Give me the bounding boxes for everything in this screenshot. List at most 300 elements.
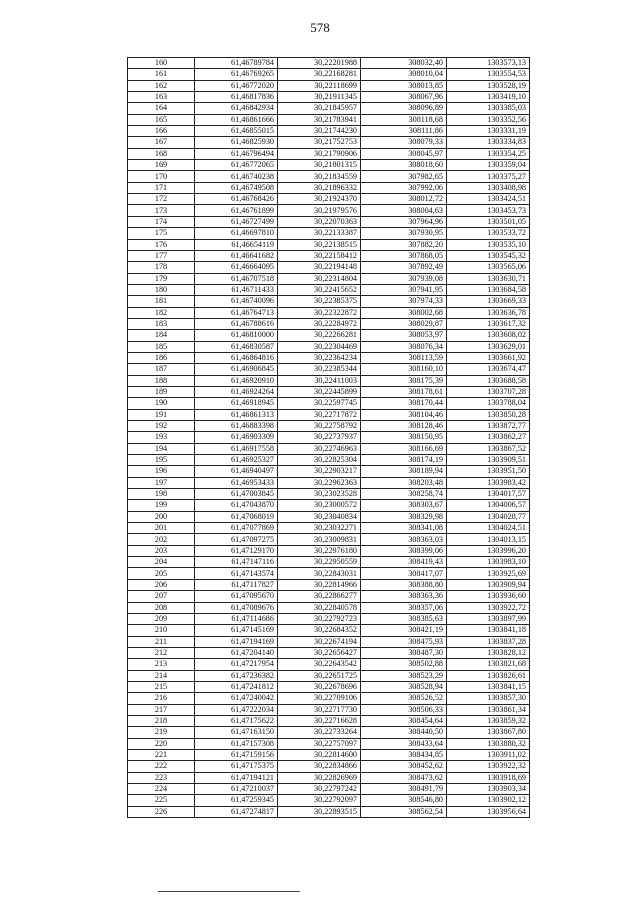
latitude-cell: 61,47097275: [195, 534, 278, 545]
x-coordinate-cell: 308506,33: [361, 704, 447, 715]
point-number-cell: 194: [128, 443, 195, 454]
x-coordinate-cell: 308174,19: [361, 455, 447, 466]
y-coordinate-cell: 1303565,06: [447, 262, 530, 273]
latitude-cell: 61,46918945: [195, 398, 278, 409]
table-row: [128, 534, 530, 545]
longitude-cell: 30,22684352: [278, 625, 361, 636]
y-coordinate-cell: 1303669,33: [447, 296, 530, 307]
y-coordinate-cell: 1303821,68: [447, 659, 530, 670]
y-coordinate-cell: 1303951,50: [447, 466, 530, 477]
table-row: [128, 398, 530, 409]
table-row: [128, 205, 530, 216]
latitude-cell: 61,46925327: [195, 455, 278, 466]
longitude-cell: 30,22678696: [278, 681, 361, 692]
x-coordinate-cell: 308357,06: [361, 602, 447, 613]
table-row: [128, 579, 530, 590]
point-number-cell: 205: [128, 568, 195, 579]
longitude-cell: 30,21845957: [278, 103, 361, 114]
point-number-cell: 191: [128, 409, 195, 420]
table-row: [128, 432, 530, 443]
point-number-cell: 171: [128, 182, 195, 193]
x-coordinate-cell: 308341,08: [361, 523, 447, 534]
table-row: [128, 681, 530, 692]
x-coordinate-cell: 308440,50: [361, 727, 447, 738]
table-row: [128, 228, 530, 239]
point-number-cell: 200: [128, 511, 195, 522]
point-number-cell: 172: [128, 194, 195, 205]
x-coordinate-cell: 308417,07: [361, 568, 447, 579]
x-coordinate-cell: 308329,98: [361, 511, 447, 522]
x-coordinate-cell: 308013,85: [361, 80, 447, 91]
longitude-cell: 30,21752753: [278, 137, 361, 148]
table-row: [128, 591, 530, 602]
point-number-cell: 162: [128, 80, 195, 91]
x-coordinate-cell: 308032,40: [361, 58, 447, 69]
y-coordinate-cell: 1303528,19: [447, 80, 530, 91]
x-coordinate-cell: 308363,36: [361, 591, 447, 602]
x-coordinate-cell: 308421,19: [361, 625, 447, 636]
table-row: [128, 443, 530, 454]
table-row: [128, 511, 530, 522]
y-coordinate-cell: 1303828,12: [447, 647, 530, 658]
table-row: [128, 114, 530, 125]
point-number-cell: 196: [128, 466, 195, 477]
y-coordinate-cell: 1303688,58: [447, 375, 530, 386]
point-number-cell: 215: [128, 681, 195, 692]
point-number-cell: 170: [128, 171, 195, 182]
latitude-cell: 61,47117827: [195, 579, 278, 590]
table-row: [128, 704, 530, 715]
table-row: [128, 262, 530, 273]
y-coordinate-cell: 1303354,25: [447, 148, 530, 159]
point-number-cell: 214: [128, 670, 195, 681]
longitude-cell: 30,21979576: [278, 205, 361, 216]
y-coordinate-cell: 1303872,77: [447, 421, 530, 432]
y-coordinate-cell: 1303661,92: [447, 352, 530, 363]
longitude-cell: 30,22716628: [278, 715, 361, 726]
longitude-cell: 30,21790906: [278, 148, 361, 159]
point-number-cell: 185: [128, 341, 195, 352]
longitude-cell: 30,22643542: [278, 659, 361, 670]
latitude-cell: 61,47159156: [195, 749, 278, 760]
y-coordinate-cell: 1303837,28: [447, 636, 530, 647]
x-coordinate-cell: 308018,60: [361, 160, 447, 171]
point-number-cell: 195: [128, 455, 195, 466]
table-row: [128, 545, 530, 556]
y-coordinate-cell: 1303902,12: [447, 795, 530, 806]
latitude-cell: 61,46772020: [195, 80, 278, 91]
x-coordinate-cell: 308434,85: [361, 749, 447, 760]
y-coordinate-cell: 1303857,30: [447, 693, 530, 704]
x-coordinate-cell: 308203,48: [361, 477, 447, 488]
y-coordinate-cell: 1303788,04: [447, 398, 530, 409]
latitude-cell: 61,46772065: [195, 160, 278, 171]
point-number-cell: 181: [128, 296, 195, 307]
longitude-cell: 30,22746963: [278, 443, 361, 454]
latitude-cell: 61,47147116: [195, 557, 278, 568]
table-row: [128, 421, 530, 432]
longitude-cell: 30,22950559: [278, 557, 361, 568]
table-row: [128, 761, 530, 772]
longitude-cell: 30,22840578: [278, 602, 361, 613]
point-number-cell: 198: [128, 489, 195, 500]
x-coordinate-cell: 308399,06: [361, 545, 447, 556]
x-coordinate-cell: 308487,30: [361, 647, 447, 658]
longitude-cell: 30,22976180: [278, 545, 361, 556]
y-coordinate-cell: 1303996,20: [447, 545, 530, 556]
longitude-cell: 30,23023528: [278, 489, 361, 500]
longitude-cell: 30,22168281: [278, 69, 361, 80]
latitude-cell: 61,47114686: [195, 613, 278, 624]
y-coordinate-cell: 1303375,27: [447, 171, 530, 182]
x-coordinate-cell: 308111,86: [361, 126, 447, 137]
y-coordinate-cell: 1303903,34: [447, 784, 530, 795]
x-coordinate-cell: 308076,34: [361, 341, 447, 352]
point-number-cell: 186: [128, 352, 195, 363]
table-row: [128, 409, 530, 420]
longitude-cell: 30,22962363: [278, 477, 361, 488]
latitude-cell: 61,46768426: [195, 194, 278, 205]
x-coordinate-cell: 308067,96: [361, 92, 447, 103]
table-row: [128, 92, 530, 103]
latitude-cell: 61,46697810: [195, 228, 278, 239]
y-coordinate-cell: 1303424,51: [447, 194, 530, 205]
point-number-cell: 167: [128, 137, 195, 148]
x-coordinate-cell: 308096,89: [361, 103, 447, 114]
latitude-cell: 61,47274817: [195, 806, 278, 817]
coordinates-table-body: [128, 58, 530, 818]
longitude-cell: 30,21896332: [278, 182, 361, 193]
y-coordinate-cell: 1303850,28: [447, 409, 530, 420]
x-coordinate-cell: 308113,59: [361, 352, 447, 363]
x-coordinate-cell: 308258,74: [361, 489, 447, 500]
table-row: [128, 284, 530, 295]
longitude-cell: 30,22893515: [278, 806, 361, 817]
latitude-cell: 61,46855015: [195, 126, 278, 137]
y-coordinate-cell: 1303629,01: [447, 341, 530, 352]
point-number-cell: 201: [128, 523, 195, 534]
y-coordinate-cell: 1303334,83: [447, 137, 530, 148]
table-row: [128, 715, 530, 726]
latitude-cell: 61,46796494: [195, 148, 278, 159]
point-number-cell: 169: [128, 160, 195, 171]
y-coordinate-cell: 1303684,58: [447, 284, 530, 295]
latitude-cell: 61,47194121: [195, 772, 278, 783]
latitude-cell: 61,46749508: [195, 182, 278, 193]
x-coordinate-cell: 308523,29: [361, 670, 447, 681]
y-coordinate-cell: 1303925,69: [447, 568, 530, 579]
y-coordinate-cell: 1303867,52: [447, 443, 530, 454]
table-row: [128, 489, 530, 500]
latitude-cell: 61,46641682: [195, 250, 278, 261]
x-coordinate-cell: 308104,46: [361, 409, 447, 420]
latitude-cell: 61,46727499: [195, 216, 278, 227]
longitude-cell: 30,23040834: [278, 511, 361, 522]
table-row: [128, 273, 530, 284]
point-number-cell: 225: [128, 795, 195, 806]
y-coordinate-cell: 1303331,19: [447, 126, 530, 137]
longitude-cell: 30,22814600: [278, 749, 361, 760]
longitude-cell: 30,22656427: [278, 647, 361, 658]
longitude-cell: 30,21783941: [278, 114, 361, 125]
table-row: [128, 216, 530, 227]
x-coordinate-cell: 308475,93: [361, 636, 447, 647]
point-number-cell: 224: [128, 784, 195, 795]
table-row: [128, 250, 530, 261]
x-coordinate-cell: 308546,80: [361, 795, 447, 806]
longitude-cell: 30,22201988: [278, 58, 361, 69]
latitude-cell: 61,46861666: [195, 114, 278, 125]
point-number-cell: 183: [128, 318, 195, 329]
longitude-cell: 30,22133387: [278, 228, 361, 239]
longitude-cell: 30,22597745: [278, 398, 361, 409]
latitude-cell: 61,47217954: [195, 659, 278, 670]
point-number-cell: 192: [128, 421, 195, 432]
latitude-cell: 61,46740238: [195, 171, 278, 182]
point-number-cell: 217: [128, 704, 195, 715]
point-number-cell: 177: [128, 250, 195, 261]
table-row: [128, 500, 530, 511]
x-coordinate-cell: 307974,33: [361, 296, 447, 307]
longitude-cell: 30,22158412: [278, 250, 361, 261]
longitude-cell: 30,22757097: [278, 738, 361, 749]
latitude-cell: 61,46830587: [195, 341, 278, 352]
point-number-cell: 189: [128, 386, 195, 397]
x-coordinate-cell: 308452,62: [361, 761, 447, 772]
longitude-cell: 30,22385375: [278, 296, 361, 307]
x-coordinate-cell: 308473,62: [361, 772, 447, 783]
x-coordinate-cell: 308388,80: [361, 579, 447, 590]
longitude-cell: 30,22834866: [278, 761, 361, 772]
point-number-cell: 164: [128, 103, 195, 114]
latitude-cell: 61,47003845: [195, 489, 278, 500]
latitude-cell: 61,46788616: [195, 318, 278, 329]
longitude-cell: 30,22070363: [278, 216, 361, 227]
table-row: [128, 738, 530, 749]
table-row: [128, 137, 530, 148]
latitude-cell: 61,46861313: [195, 409, 278, 420]
point-number-cell: 211: [128, 636, 195, 647]
x-coordinate-cell: 308303,67: [361, 500, 447, 511]
longitude-cell: 30,22411003: [278, 375, 361, 386]
table-row: [128, 80, 530, 91]
y-coordinate-cell: 1303352,56: [447, 114, 530, 125]
y-coordinate-cell: 1303862,27: [447, 432, 530, 443]
y-coordinate-cell: 1303956,64: [447, 806, 530, 817]
x-coordinate-cell: 308491,79: [361, 784, 447, 795]
point-number-cell: 187: [128, 364, 195, 375]
table-row: [128, 296, 530, 307]
x-coordinate-cell: 308454,64: [361, 715, 447, 726]
y-coordinate-cell: 1303617,32: [447, 318, 530, 329]
point-number-cell: 176: [128, 239, 195, 250]
longitude-cell: 30,22825304: [278, 455, 361, 466]
latitude-cell: 61,46707518: [195, 273, 278, 284]
latitude-cell: 61,46903309: [195, 432, 278, 443]
latitude-cell: 61,46842934: [195, 103, 278, 114]
longitude-cell: 30,22826969: [278, 772, 361, 783]
table-row: [128, 386, 530, 397]
point-number-cell: 188: [128, 375, 195, 386]
x-coordinate-cell: 308002,68: [361, 307, 447, 318]
latitude-cell: 61,47129170: [195, 545, 278, 556]
longitude-cell: 30,22792097: [278, 795, 361, 806]
table-row: [128, 625, 530, 636]
latitude-cell: 61,46810000: [195, 330, 278, 341]
longitude-cell: 30,22118699: [278, 80, 361, 91]
x-coordinate-cell: 307882,20: [361, 239, 447, 250]
longitude-cell: 30,22709106: [278, 693, 361, 704]
point-number-cell: 174: [128, 216, 195, 227]
latitude-cell: 61,46789784: [195, 58, 278, 69]
table-row: [128, 647, 530, 658]
coordinates-table: [127, 57, 530, 818]
point-number-cell: 182: [128, 307, 195, 318]
table-row: [128, 568, 530, 579]
y-coordinate-cell: 1303922,32: [447, 761, 530, 772]
table-row: [128, 182, 530, 193]
table-row: [128, 69, 530, 80]
longitude-cell: 30,22758792: [278, 421, 361, 432]
y-coordinate-cell: 1303554,53: [447, 69, 530, 80]
table-row: [128, 341, 530, 352]
longitude-cell: 30,22322872: [278, 307, 361, 318]
point-number-cell: 219: [128, 727, 195, 738]
x-coordinate-cell: 308526,52: [361, 693, 447, 704]
x-coordinate-cell: 308166,69: [361, 443, 447, 454]
point-number-cell: 212: [128, 647, 195, 658]
y-coordinate-cell: 1303859,32: [447, 715, 530, 726]
y-coordinate-cell: 1303867,80: [447, 727, 530, 738]
x-coordinate-cell: 308419,43: [361, 557, 447, 568]
y-coordinate-cell: 1303674,47: [447, 364, 530, 375]
table-row: [128, 795, 530, 806]
longitude-cell: 30,22717872: [278, 409, 361, 420]
longitude-cell: 30,22903217: [278, 466, 361, 477]
latitude-cell: 61,47068019: [195, 511, 278, 522]
x-coordinate-cell: 308118,68: [361, 114, 447, 125]
longitude-cell: 30,21744230: [278, 126, 361, 137]
x-coordinate-cell: 307982,65: [361, 171, 447, 182]
point-number-cell: 199: [128, 500, 195, 511]
latitude-cell: 61,47240042: [195, 693, 278, 704]
y-coordinate-cell: 1303909,94: [447, 579, 530, 590]
point-number-cell: 221: [128, 749, 195, 760]
y-coordinate-cell: 1303608,02: [447, 330, 530, 341]
table-row: [128, 103, 530, 114]
x-coordinate-cell: 308160,10: [361, 364, 447, 375]
table-row: [128, 806, 530, 817]
latitude-cell: 61,46825930: [195, 137, 278, 148]
table-row: [128, 727, 530, 738]
longitude-cell: 30,22792723: [278, 613, 361, 624]
longitude-cell: 30,22364234: [278, 352, 361, 363]
x-coordinate-cell: 308010,04: [361, 69, 447, 80]
x-coordinate-cell: 307941,95: [361, 284, 447, 295]
latitude-cell: 61,47194169: [195, 636, 278, 647]
x-coordinate-cell: 308178,61: [361, 386, 447, 397]
latitude-cell: 61,47143574: [195, 568, 278, 579]
y-coordinate-cell: 1303385,03: [447, 103, 530, 114]
table-row: [128, 194, 530, 205]
point-number-cell: 173: [128, 205, 195, 216]
longitude-cell: 30,22284972: [278, 318, 361, 329]
latitude-cell: 61,47259345: [195, 795, 278, 806]
longitude-cell: 30,22194148: [278, 262, 361, 273]
latitude-cell: 61,46920910: [195, 375, 278, 386]
table-row: [128, 318, 530, 329]
latitude-cell: 61,47222034: [195, 704, 278, 715]
latitude-cell: 61,47204140: [195, 647, 278, 658]
point-number-cell: 223: [128, 772, 195, 783]
table-row: [128, 557, 530, 568]
point-number-cell: 160: [128, 58, 195, 69]
longitude-cell: 30,22415652: [278, 284, 361, 295]
y-coordinate-cell: 1303359,04: [447, 160, 530, 171]
longitude-cell: 30,23032271: [278, 523, 361, 534]
point-number-cell: 175: [128, 228, 195, 239]
x-coordinate-cell: 308189,94: [361, 466, 447, 477]
longitude-cell: 30,22304469: [278, 341, 361, 352]
y-coordinate-cell: 1303911,02: [447, 749, 530, 760]
y-coordinate-cell: 1303983,42: [447, 477, 530, 488]
point-number-cell: 203: [128, 545, 195, 556]
point-number-cell: 178: [128, 262, 195, 273]
y-coordinate-cell: 1304013,15: [447, 534, 530, 545]
table-row: [128, 171, 530, 182]
latitude-cell: 61,46654119: [195, 239, 278, 250]
y-coordinate-cell: 1303501,05: [447, 216, 530, 227]
point-number-cell: 213: [128, 659, 195, 670]
x-coordinate-cell: 307939,08: [361, 273, 447, 284]
y-coordinate-cell: 1304028,77: [447, 511, 530, 522]
x-coordinate-cell: 308385,63: [361, 613, 447, 624]
latitude-cell: 61,47175622: [195, 715, 278, 726]
latitude-cell: 61,47043870: [195, 500, 278, 511]
point-number-cell: 179: [128, 273, 195, 284]
table-row: [128, 784, 530, 795]
table-row: [128, 239, 530, 250]
y-coordinate-cell: 1303936,60: [447, 591, 530, 602]
longitude-cell: 30,22843031: [278, 568, 361, 579]
point-number-cell: 209: [128, 613, 195, 624]
x-coordinate-cell: 308170,44: [361, 398, 447, 409]
point-number-cell: 222: [128, 761, 195, 772]
latitude-cell: 61,46711433: [195, 284, 278, 295]
longitude-cell: 30,22674194: [278, 636, 361, 647]
table-row: [128, 749, 530, 760]
point-number-cell: 204: [128, 557, 195, 568]
latitude-cell: 61,47095670: [195, 591, 278, 602]
x-coordinate-cell: 308175,39: [361, 375, 447, 386]
longitude-cell: 30,22138515: [278, 239, 361, 250]
latitude-cell: 61,46864816: [195, 352, 278, 363]
y-coordinate-cell: 1303408,98: [447, 182, 530, 193]
y-coordinate-cell: 1303453,73: [447, 205, 530, 216]
y-coordinate-cell: 1303841,18: [447, 625, 530, 636]
latitude-cell: 61,46953433: [195, 477, 278, 488]
x-coordinate-cell: 308012,72: [361, 194, 447, 205]
latitude-cell: 61,46924264: [195, 386, 278, 397]
table-row: [128, 602, 530, 613]
latitude-cell: 61,46883398: [195, 421, 278, 432]
x-coordinate-cell: 308029,87: [361, 318, 447, 329]
y-coordinate-cell: 1303573,13: [447, 58, 530, 69]
y-coordinate-cell: 1304024,51: [447, 523, 530, 534]
longitude-cell: 30,22814966: [278, 579, 361, 590]
x-coordinate-cell: 307930,95: [361, 228, 447, 239]
table-row: [128, 523, 530, 534]
